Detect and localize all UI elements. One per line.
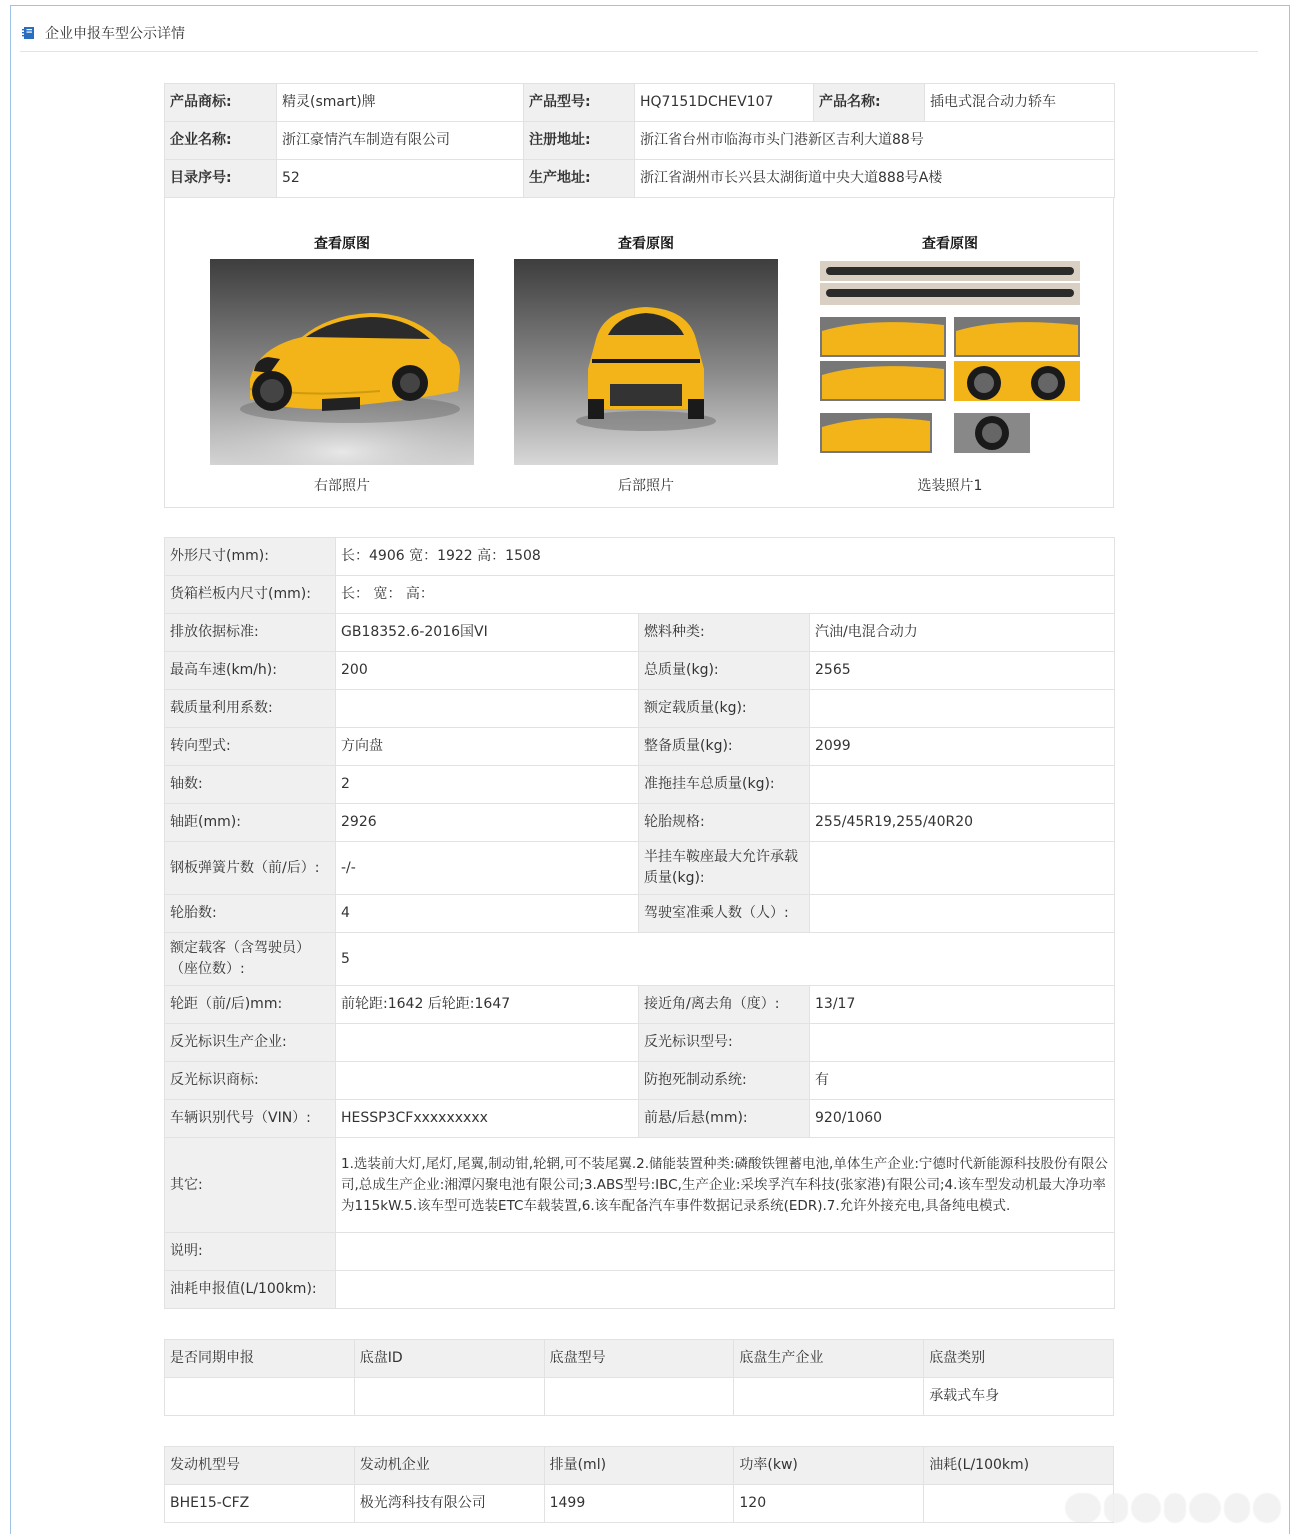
param-label: 防抱死制动系统: [639, 1062, 810, 1100]
photo-card-optional [818, 198, 1082, 506]
column-header: 底盘ID [354, 1340, 544, 1378]
table-cell [734, 1378, 924, 1416]
param-value: 255/45R19,255/40R20 [810, 804, 1115, 842]
table-row [165, 728, 1115, 766]
param-label: 外形尺寸(mm): [165, 538, 336, 576]
column-header: 发动机企业 [354, 1447, 544, 1485]
param-value [810, 842, 1115, 895]
column-header: 底盘生产企业 [734, 1340, 924, 1378]
table-row [165, 1233, 1115, 1271]
param-value [810, 895, 1115, 933]
param-value [336, 1024, 639, 1062]
param-value: 方向盘 [336, 728, 639, 766]
product-model-label: 产品型号: [524, 84, 635, 122]
table-row [165, 652, 1115, 690]
param-value: 长：4906 宽：1922 高：1508 [336, 538, 1115, 576]
param-value: 13/17 [810, 986, 1115, 1024]
column-header: 功率(kw) [734, 1447, 924, 1485]
table-cell: BHE15-CFZ [165, 1485, 355, 1523]
product-brand-value: 精灵(smart)牌 [277, 84, 524, 122]
table-row [165, 1138, 1115, 1233]
param-value: 有 [810, 1062, 1115, 1100]
param-label: 钢板弹簧片数（前/后）: [165, 842, 336, 895]
param-label: 整备质量(kg): [639, 728, 810, 766]
table-cell: 120 [734, 1485, 924, 1523]
param-value: HESSP3CFxxxxxxxxx [336, 1100, 639, 1138]
production-address-value: 浙江省湖州市长兴县太湖街道中央大道888号A楼 [635, 160, 1115, 198]
table-row [165, 538, 1115, 576]
param-label: 燃料种类: [639, 614, 810, 652]
param-value [336, 690, 639, 728]
param-label: 总质量(kg): [639, 652, 810, 690]
table-row [165, 1485, 1114, 1523]
param-value [810, 766, 1115, 804]
vehicle-params-table [164, 537, 1115, 1309]
table-row [165, 986, 1115, 1024]
param-label: 额定载质量(kg): [639, 690, 810, 728]
table-row [165, 690, 1115, 728]
param-label: 半挂车鞍座最大允许承载质量(kg): [639, 842, 810, 895]
catalog-number-label: 目录序号: [165, 160, 277, 198]
param-label: 轴数: [165, 766, 336, 804]
table-row [165, 1024, 1115, 1062]
param-label: 轮距（前/后)mm: [165, 986, 336, 1024]
car-rear-photo[interactable] [514, 259, 778, 465]
table-row [165, 1100, 1115, 1138]
product-info-table [164, 83, 1115, 198]
param-value: -/- [336, 842, 639, 895]
column-header: 是否同期申报 [165, 1340, 355, 1378]
photo-section [164, 197, 1114, 508]
photo-card-rear [514, 198, 778, 506]
table-row [165, 614, 1115, 652]
product-brand-label: 产品商标: [165, 84, 277, 122]
registered-address-value: 浙江省台州市临海市头门港新区吉利大道88号 [635, 122, 1115, 160]
param-value [810, 1024, 1115, 1062]
param-value: 2 [336, 766, 639, 804]
param-value: 前轮距:1642 后轮距:1647 [336, 986, 639, 1024]
page-header [20, 14, 1258, 52]
param-label: 货箱栏板内尺寸(mm): [165, 576, 336, 614]
table-header-row [165, 1447, 1114, 1485]
table-cell: 极光湾科技有限公司 [354, 1485, 544, 1523]
param-label: 最高车速(km/h): [165, 652, 336, 690]
param-label: 车辆识别代号（VIN）: [165, 1100, 336, 1138]
product-name-value: 插电式混合动力轿车 [925, 84, 1115, 122]
param-label: 其它: [165, 1138, 336, 1233]
param-label: 轮胎规格: [639, 804, 810, 842]
table-cell [165, 1378, 355, 1416]
param-value [336, 1062, 639, 1100]
table-header-row [165, 1340, 1114, 1378]
param-label: 油耗申报值(L/100km): [165, 1271, 336, 1309]
param-label: 载质量利用系数: [165, 690, 336, 728]
param-value: 920/1060 [810, 1100, 1115, 1138]
table-row [165, 84, 1115, 122]
param-label: 排放依据标准: [165, 614, 336, 652]
param-label: 接近角/离去角（度）: [639, 986, 810, 1024]
table-row [165, 804, 1115, 842]
book-icon [22, 26, 35, 39]
param-label: 准拖挂车总质量(kg): [639, 766, 810, 804]
engine-table [164, 1446, 1114, 1523]
table-row [165, 1378, 1114, 1416]
product-model-value: HQ7151DCHEV107 [635, 84, 814, 122]
page-title: 企业申报车型公示详情 [45, 25, 185, 42]
company-name-label: 企业名称: [165, 122, 277, 160]
photo-caption: 后部照片 [618, 478, 674, 494]
param-value: 汽油/电混合动力 [810, 614, 1115, 652]
param-value [810, 690, 1115, 728]
param-label: 反光标识商标: [165, 1062, 336, 1100]
view-original-link[interactable]: 查看原图 [314, 236, 370, 252]
param-value [336, 1233, 1115, 1271]
production-address-label: 生产地址: [524, 160, 635, 198]
param-label: 前悬/后悬(mm): [639, 1100, 810, 1138]
table-cell [544, 1378, 734, 1416]
company-name-value: 浙江豪情汽车制造有限公司 [277, 122, 524, 160]
table-row [165, 1062, 1115, 1100]
table-row [165, 842, 1115, 895]
param-value: 5 [336, 933, 1115, 986]
table-row [165, 160, 1115, 198]
param-label: 轴距(mm): [165, 804, 336, 842]
param-value: 长： 宽： 高： [336, 576, 1115, 614]
column-header: 排量(ml) [544, 1447, 734, 1485]
view-original-link[interactable]: 查看原图 [922, 236, 978, 252]
param-value: 2099 [810, 728, 1115, 766]
column-header: 油耗(L/100km) [924, 1447, 1114, 1485]
column-header: 底盘型号 [544, 1340, 734, 1378]
view-original-link[interactable]: 查看原图 [618, 236, 674, 252]
table-cell: 承载式车身 [924, 1378, 1114, 1416]
catalog-number-value: 52 [277, 160, 524, 198]
chassis-table [164, 1339, 1114, 1416]
param-label: 反光标识生产企业: [165, 1024, 336, 1062]
param-value: 4 [336, 895, 639, 933]
table-row [165, 1271, 1115, 1309]
param-label: 额定载客（含驾驶员）（座位数）: [165, 933, 336, 986]
product-name-label: 产品名称: [814, 84, 925, 122]
registered-address-label: 注册地址: [524, 122, 635, 160]
param-value: 2565 [810, 652, 1115, 690]
table-row [165, 766, 1115, 804]
param-value: 1.选装前大灯,尾灯,尾翼,制动钳,轮辋,可不装尾翼.2.储能装置种类:磷酸铁锂蓄电池,单体生产企业:宁德时代新能源科技股份有限公司,总成生产企业:湘潭闪聚电池有限公司;3.ABS型号:IBC,生产企业:采埃孚汽车科技(张家港)有限公司;4.该车型发动机最大净功率为115kW.5.该车型可选装ETC车载装置,6.该车配备汽车事件数据记录系统(EDR).7.允许外接充电,具备纯电模式. [336, 1138, 1115, 1233]
table-row [165, 933, 1115, 986]
photo-card-right [210, 198, 474, 506]
param-label: 说明: [165, 1233, 336, 1271]
optional-parts-collage-photo[interactable] [818, 259, 1082, 465]
photo-caption: 选装照片1 [917, 478, 983, 494]
column-header: 发动机型号 [165, 1447, 355, 1485]
table-row [165, 122, 1115, 160]
param-value [336, 1271, 1115, 1309]
table-cell [354, 1378, 544, 1416]
param-label: 驾驶室准乘人数（人）: [639, 895, 810, 933]
param-label: 反光标识型号: [639, 1024, 810, 1062]
param-value: 2926 [336, 804, 639, 842]
watermark-overlay [1066, 1490, 1286, 1526]
table-cell: 1499 [544, 1485, 734, 1523]
table-row [165, 576, 1115, 614]
param-label: 轮胎数: [165, 895, 336, 933]
param-value: GB18352.6-2016国VI [336, 614, 639, 652]
param-value: 200 [336, 652, 639, 690]
param-label: 转向型式: [165, 728, 336, 766]
table-row [165, 895, 1115, 933]
photo-caption: 右部照片 [314, 478, 370, 494]
column-header: 底盘类别 [924, 1340, 1114, 1378]
car-right-side-photo[interactable] [210, 259, 474, 465]
